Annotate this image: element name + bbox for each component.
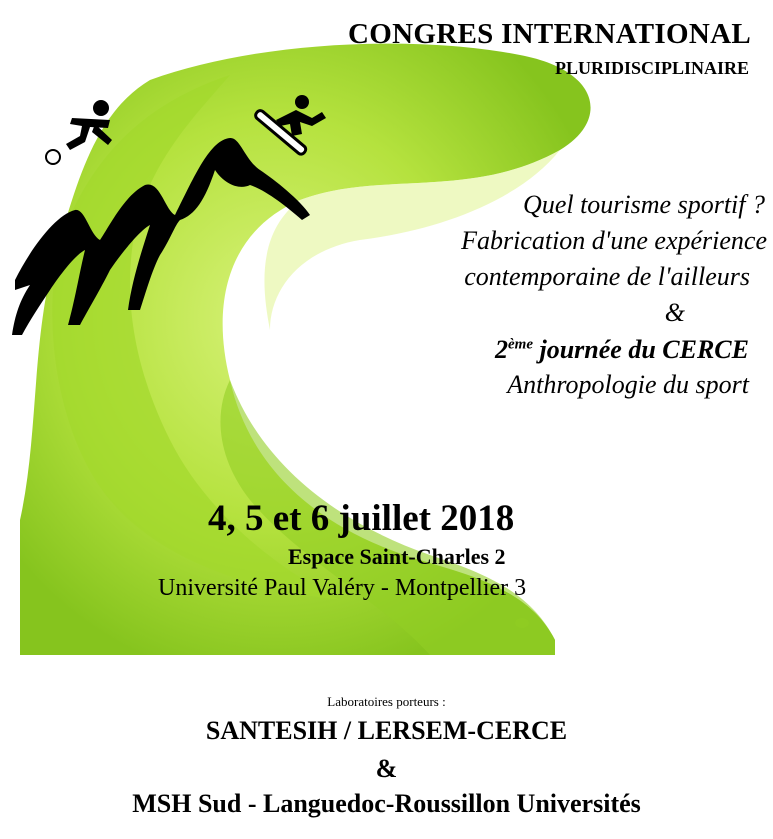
theme-ampersand: & — [664, 298, 685, 327]
theme-line-6: Anthropologie du sport — [507, 370, 749, 399]
paint-splatter — [515, 618, 529, 628]
journee-ordinal: 2 — [495, 335, 508, 364]
theme-line-1: Quel tourisme sportif ? — [523, 190, 765, 219]
event-university: Université Paul Valéry - Montpellier 3 — [158, 575, 527, 601]
journee-ordinal-suffix: ème — [508, 336, 533, 353]
event-venue: Espace Saint-Charles 2 — [288, 544, 506, 569]
congress-subtitle: PLURIDISCIPLINAIRE — [554, 58, 749, 78]
lab-msh-sud: MSH Sud - Languedoc-Roussillon Universités — [132, 789, 641, 818]
congress-title: CONGRES INTERNATIONAL — [348, 18, 751, 50]
labs-heading: Laboratoires porteurs : — [327, 694, 446, 709]
event-dates: 4, 5 et 6 juillet 2018 — [208, 498, 515, 539]
theme-line-2: Fabrication d'une expérience — [461, 226, 767, 255]
journee-cerce-line — [495, 335, 749, 365]
journee-text: journée du CERCE — [532, 335, 749, 364]
theme-line-3: contemporaine de l'ailleurs — [464, 262, 750, 291]
lab-santesih: SANTESIH / LERSEM-CERCE — [205, 716, 568, 745]
labs-ampersand: & — [375, 754, 398, 783]
